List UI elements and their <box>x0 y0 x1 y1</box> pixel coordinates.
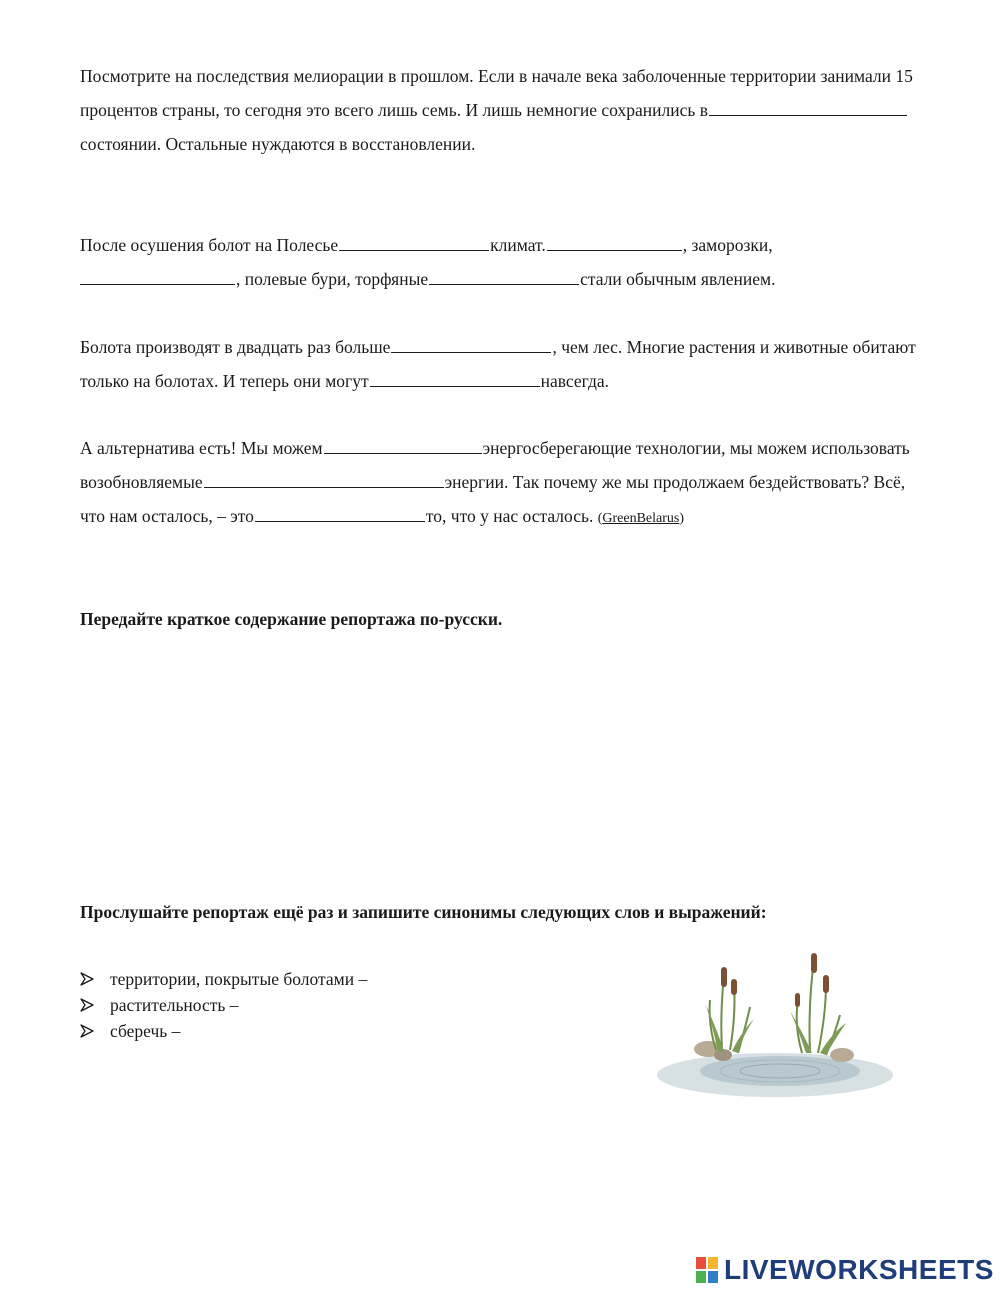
liveworksheets-logo-icon <box>696 1257 718 1283</box>
list-item-label: территории, покрытые болотами – <box>110 969 368 989</box>
paragraph-text: После осушения болот на Полесье <box>80 235 339 255</box>
synonym-input-1[interactable] <box>371 969 591 989</box>
blank-input-3[interactable] <box>547 228 682 251</box>
source-open-paren: ( <box>597 511 603 526</box>
paragraph-text: , чем лес. Многие растения и животные обитают только на болотах. И теперь они могут <box>80 337 916 391</box>
paragraph-text: климат. <box>490 235 546 255</box>
paragraph-polesie <box>80 228 920 296</box>
list-item <box>80 992 591 1018</box>
blank-input-5[interactable] <box>429 262 579 285</box>
list-item-label: сберечь – <box>110 1021 181 1041</box>
synonym-list <box>80 966 591 1044</box>
paragraph-text: навсегда. <box>540 371 610 391</box>
paragraph-alternative <box>80 431 920 536</box>
arrow-bullet-icon <box>80 998 94 1012</box>
blank-input-8[interactable] <box>324 431 482 454</box>
liveworksheets-logo <box>696 1253 994 1287</box>
arrow-bullet-icon <box>80 1024 94 1038</box>
blank-input-6[interactable] <box>391 330 551 353</box>
blank-input-1[interactable] <box>709 93 907 116</box>
synonym-input-2[interactable] <box>243 995 463 1015</box>
blank-input-4[interactable] <box>80 262 235 285</box>
task-synonyms-heading: Прослушайте репортаж ещё раз и запишите синонимы следующих слов и выражений: <box>80 902 767 922</box>
blank-input-9[interactable] <box>204 465 444 488</box>
list-item <box>80 966 591 992</box>
list-item <box>80 1018 591 1044</box>
synonym-input-3[interactable] <box>184 1021 404 1041</box>
paragraph-text: Болота производят в двадцать раз больше <box>80 337 391 357</box>
logo-text: LIVEWORKSHEETS <box>724 1254 994 1285</box>
paragraph-text: А альтернатива есть! Мы можем <box>80 438 323 458</box>
list-item-label: растительность – <box>110 995 239 1015</box>
summary-answer-area[interactable] <box>80 640 920 880</box>
paragraph-swamps <box>80 330 920 398</box>
paragraph-text: Посмотрите на последствия мелиорации в прошлом. Если в начале века заболоченные территории занимали 15 процентов страны, то сегодня это всего лишь семь. И лишь немногие сохранились в <box>80 66 913 120</box>
paragraph-text: состоянии. Остальные нуждаются в восстановлении. <box>80 134 476 154</box>
source-link[interactable]: GreenBelarus <box>602 511 680 526</box>
blank-input-2[interactable] <box>339 228 489 251</box>
arrow-bullet-icon <box>80 972 94 986</box>
paragraph-melioration <box>80 59 920 161</box>
swamp-reeds-illustration <box>650 945 895 1110</box>
blank-input-10[interactable] <box>255 499 425 522</box>
task-summary-heading: Передайте краткое содержание репортажа по-русски. <box>80 609 503 629</box>
paragraph-text: энергии. Так почему же мы продолжаем бездействовать? Всё, что нам осталось, – это <box>80 472 906 526</box>
paragraph-text: энергосберегающие технологии, мы можем использовать возобновляемые <box>80 438 910 492</box>
source-close-paren: ) <box>679 511 685 526</box>
paragraph-text: , заморозки, <box>682 235 773 255</box>
paragraph-text: то, что у нас осталось. <box>425 506 594 526</box>
paragraph-text: , полевые бури, торфяные <box>236 269 429 289</box>
blank-input-7[interactable] <box>370 364 540 387</box>
paragraph-text: стали обычным явлением. <box>580 269 776 289</box>
